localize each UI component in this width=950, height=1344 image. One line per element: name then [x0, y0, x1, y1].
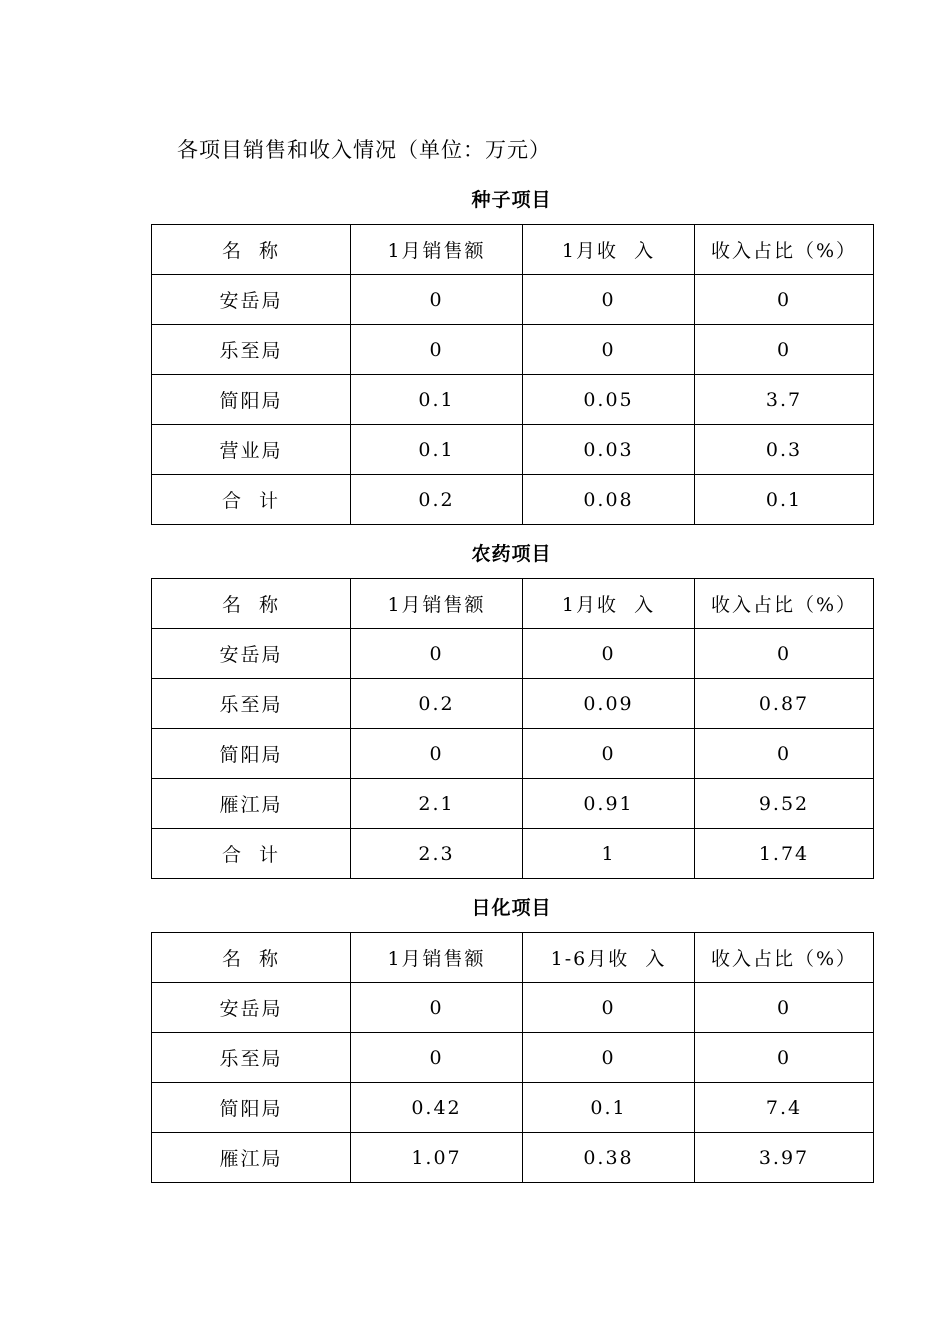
cell-ratio: 0 [695, 1033, 874, 1083]
cell-name: 合 计 [152, 829, 351, 879]
cell-income: 0.09 [523, 679, 695, 729]
cell-name: 雁江局 [152, 779, 351, 829]
header-name: 名 称 [152, 225, 351, 275]
cell-name: 乐至局 [152, 325, 351, 375]
table-header-row [152, 225, 874, 275]
cell-name: 安岳局 [152, 983, 351, 1033]
table-row [152, 1133, 874, 1183]
cell-sales: 0.2 [351, 679, 523, 729]
cell-income: 1 [523, 829, 695, 879]
cell-income: 0 [523, 275, 695, 325]
table-header-row [152, 933, 874, 983]
cell-income: 0.05 [523, 375, 695, 425]
table-row [152, 325, 874, 375]
table-total-row [152, 475, 874, 525]
cell-income: 0 [523, 325, 695, 375]
section-title-pesticides: 农药项目 [471, 543, 552, 565]
cell-ratio: 0.87 [695, 679, 874, 729]
header-income: 1-6月收 入 [523, 933, 695, 983]
cell-sales: 0.1 [351, 375, 523, 425]
table-daily-chemicals [151, 932, 874, 1183]
cell-sales: 0.2 [351, 475, 523, 525]
table-row [152, 729, 874, 779]
table-row [152, 1033, 874, 1083]
cell-sales: 2.3 [351, 829, 523, 879]
cell-name: 安岳局 [152, 275, 351, 325]
cell-income: 0 [523, 629, 695, 679]
cell-ratio: 0 [695, 729, 874, 779]
cell-income: 0.38 [523, 1133, 695, 1183]
cell-sales: 0 [351, 1033, 523, 1083]
cell-name: 合 计 [152, 475, 351, 525]
table-row [152, 629, 874, 679]
intro-text: 各项目销售和收入情况（单位：万元） [177, 138, 551, 162]
cell-sales: 0 [351, 729, 523, 779]
cell-ratio: 0 [695, 275, 874, 325]
table-row [152, 275, 874, 325]
cell-name: 雁江局 [152, 1133, 351, 1183]
table-total-row [152, 829, 874, 879]
table-pesticides [151, 578, 874, 879]
header-sales: 1月销售额 [351, 933, 523, 983]
cell-sales: 0 [351, 629, 523, 679]
cell-sales: 0 [351, 275, 523, 325]
cell-income: 0.91 [523, 779, 695, 829]
table-row [152, 779, 874, 829]
cell-ratio: 7.4 [695, 1083, 874, 1133]
header-ratio: 收入占比（%） [695, 579, 874, 629]
header-name: 名 称 [152, 579, 351, 629]
cell-income: 0.08 [523, 475, 695, 525]
cell-sales: 0 [351, 325, 523, 375]
cell-income: 0 [523, 1033, 695, 1083]
table-header-row [152, 579, 874, 629]
header-sales: 1月销售额 [351, 579, 523, 629]
cell-sales: 0.42 [351, 1083, 523, 1133]
cell-name: 简阳局 [152, 375, 351, 425]
cell-name: 简阳局 [152, 729, 351, 779]
cell-sales: 2.1 [351, 779, 523, 829]
cell-income: 0 [523, 729, 695, 779]
cell-ratio: 0.1 [695, 475, 874, 525]
header-sales: 1月销售额 [351, 225, 523, 275]
cell-name: 乐至局 [152, 1033, 351, 1083]
cell-sales: 1.07 [351, 1133, 523, 1183]
cell-name: 安岳局 [152, 629, 351, 679]
cell-name: 简阳局 [152, 1083, 351, 1133]
table-row [152, 425, 874, 475]
cell-ratio: 0 [695, 325, 874, 375]
section-title-seeds: 种子项目 [471, 189, 552, 211]
cell-name: 乐至局 [152, 679, 351, 729]
table-row [152, 375, 874, 425]
cell-income: 0.1 [523, 1083, 695, 1133]
section-title-daily-chemicals: 日化项目 [471, 897, 552, 919]
header-income: 1月收 入 [523, 579, 695, 629]
header-ratio: 收入占比（%） [695, 933, 874, 983]
cell-ratio: 1.74 [695, 829, 874, 879]
header-name: 名 称 [152, 933, 351, 983]
table-seeds [151, 224, 874, 525]
header-income: 1月收 入 [523, 225, 695, 275]
header-ratio: 收入占比（%） [695, 225, 874, 275]
cell-sales: 0.1 [351, 425, 523, 475]
cell-income: 0.03 [523, 425, 695, 475]
cell-ratio: 3.7 [695, 375, 874, 425]
table-row [152, 1083, 874, 1133]
cell-ratio: 9.52 [695, 779, 874, 829]
cell-sales: 0 [351, 983, 523, 1033]
cell-ratio: 0 [695, 629, 874, 679]
cell-ratio: 0 [695, 983, 874, 1033]
table-row [152, 679, 874, 729]
cell-name: 营业局 [152, 425, 351, 475]
cell-income: 0 [523, 983, 695, 1033]
table-row [152, 983, 874, 1033]
cell-ratio: 0.3 [695, 425, 874, 475]
cell-ratio: 3.97 [695, 1133, 874, 1183]
